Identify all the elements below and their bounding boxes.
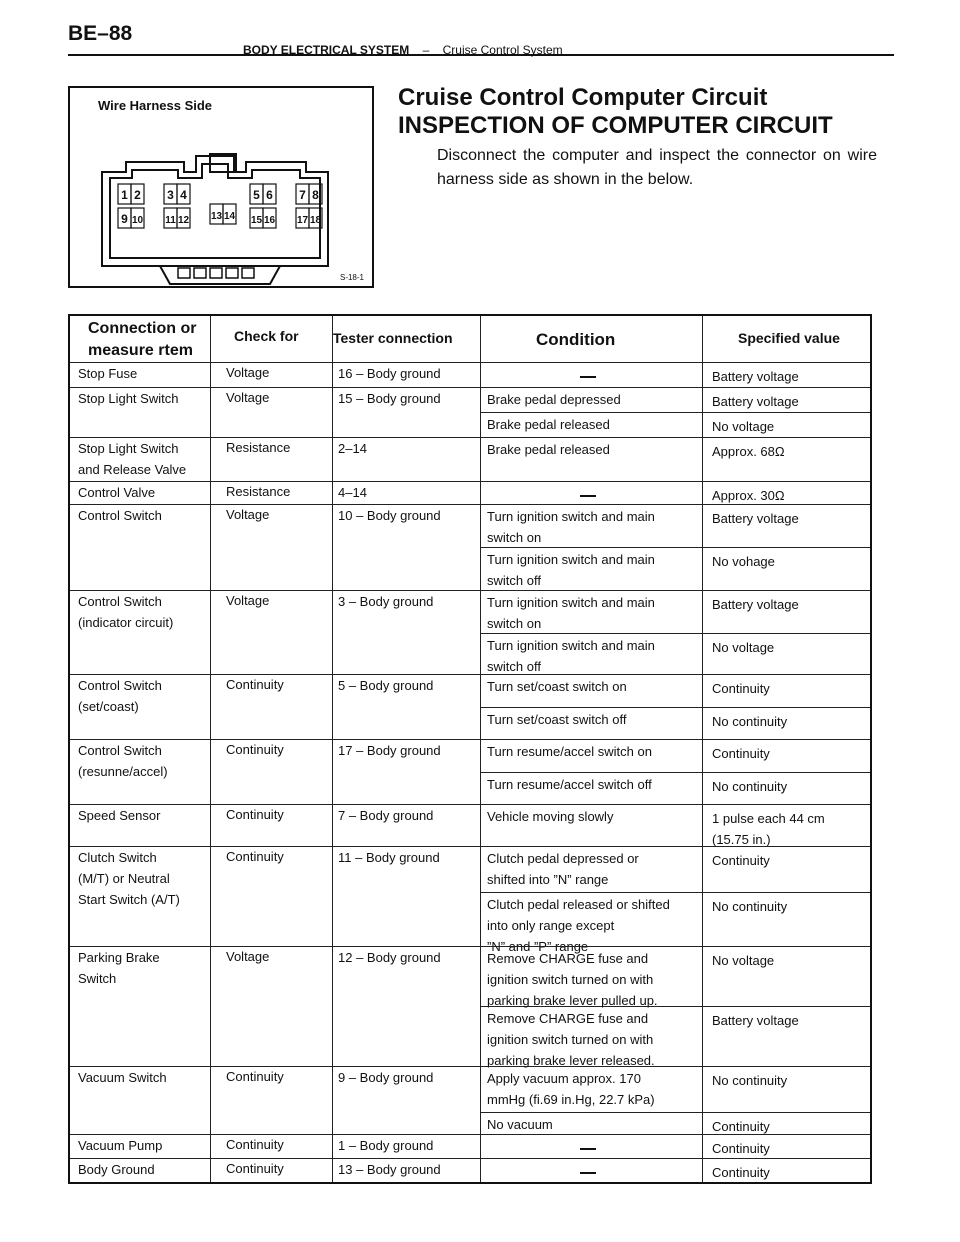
row-item — [78, 505, 162, 526]
running-header — [243, 43, 563, 57]
row-value-line: No voltage — [712, 640, 775, 655]
row-check: Resistance — [226, 440, 291, 455]
row-item-line: Start Switch (A/T) — [78, 892, 180, 907]
row-value — [712, 485, 785, 506]
row-condition-line: parking brake lever released. — [487, 1053, 655, 1068]
row-condition-line: switch on — [487, 530, 542, 545]
table-subrow-divider — [480, 892, 870, 893]
pin-label: 7 — [299, 188, 306, 202]
row-value-line: No voltage — [712, 419, 775, 434]
row-item — [78, 438, 186, 480]
row-value-line: Battery voltage — [712, 369, 799, 384]
row-item-line: and Release Valve — [78, 462, 187, 477]
row-value-line: No continuity — [712, 1073, 788, 1088]
row-value-line: No vohage — [712, 554, 775, 569]
row-value-line: Continuity — [712, 1119, 770, 1134]
row-condition — [487, 676, 627, 697]
table-column-divider — [210, 316, 211, 1182]
row-tester: 5 – Body ground — [338, 678, 434, 693]
pin-label: 8 — [312, 188, 319, 202]
row-item-line: Control Switch — [78, 678, 162, 693]
inspection-table — [68, 314, 872, 1184]
row-tester: 2–14 — [338, 441, 367, 456]
row-value — [712, 416, 774, 437]
header-item — [88, 318, 196, 362]
row-item-line: Control Switch — [78, 508, 162, 523]
table-row-divider — [70, 504, 870, 505]
row-condition-line: shifted into ”N” range — [487, 872, 609, 887]
row-condition-line: Clutch pedal released or shifted — [487, 897, 670, 912]
row-condition-line: Turn set/coast switch off — [487, 712, 627, 727]
row-condition-line: ignition switch turned on with — [487, 1032, 654, 1047]
row-value — [712, 711, 787, 732]
connector-figure — [68, 86, 374, 288]
row-tester: 9 – Body ground — [338, 1070, 434, 1085]
row-value — [712, 391, 799, 412]
row-condition-line: Brake pedal released — [487, 417, 610, 432]
header-separator: – — [422, 43, 430, 57]
row-value-line: No continuity — [712, 779, 788, 794]
pin-label: 16 — [263, 215, 276, 226]
row-condition — [487, 414, 610, 435]
page-number: BE–88 — [68, 22, 133, 45]
row-condition-line: ”N” and ”P” range — [487, 939, 589, 954]
row-item — [78, 847, 180, 910]
row-check: Continuity — [226, 1161, 284, 1176]
row-item — [78, 1135, 162, 1156]
row-condition-line: parking brake lever pulled up. — [487, 993, 658, 1008]
row-value — [712, 776, 787, 797]
pin-label: 1 — [121, 188, 128, 202]
header-item-line2: measure rtem — [88, 342, 193, 359]
row-item — [78, 482, 155, 503]
row-condition-line: switch off — [487, 573, 541, 588]
row-check: Continuity — [226, 849, 284, 864]
table-row-divider — [70, 481, 870, 482]
row-item-line: Stop Fuse — [78, 366, 138, 381]
row-item-line: Parking Brake — [78, 950, 160, 965]
row-tester: 3 – Body ground — [338, 594, 434, 609]
row-check: Voltage — [226, 949, 270, 964]
row-tester: 4–14 — [338, 485, 367, 500]
row-condition — [487, 709, 626, 730]
row-condition — [487, 635, 655, 677]
row-value — [712, 594, 799, 615]
table-column-divider — [480, 316, 481, 1182]
row-condition-line: Apply vacuum approx. 170 — [487, 1071, 641, 1086]
no-condition-dash — [580, 1172, 596, 1174]
row-tester: 15 – Body ground — [338, 391, 441, 406]
row-value-line: Continuity — [712, 853, 770, 868]
row-check: Continuity — [226, 677, 284, 692]
row-condition-line: Remove CHARGE fuse and — [487, 951, 649, 966]
pin-label: 3 — [167, 188, 174, 202]
header-check: Check for — [234, 328, 299, 344]
table-row-divider — [70, 1066, 870, 1067]
header-item-line1: Connection or — [88, 320, 197, 337]
row-value — [712, 366, 799, 387]
row-value — [712, 1138, 770, 1159]
row-tester: 12 – Body ground — [338, 950, 441, 965]
pin-label: 6 — [266, 188, 273, 202]
figure-label: Wire Harness Side — [98, 98, 213, 113]
table-row-divider — [70, 590, 870, 591]
row-condition-line: switch off — [487, 659, 541, 674]
row-item-line: Vacuum Pump — [78, 1138, 163, 1153]
pin-label: 18 — [309, 215, 322, 226]
row-value-line: Battery voltage — [712, 597, 799, 612]
row-condition-line: Brake pedal released — [487, 442, 610, 457]
row-value-line: No voltage — [712, 953, 775, 968]
row-item — [78, 675, 162, 717]
row-value-line: Approx. 30Ω — [712, 488, 785, 503]
no-condition-dash — [580, 495, 596, 497]
row-value-line: Battery voltage — [712, 511, 799, 526]
row-check: Voltage — [226, 365, 270, 380]
row-item — [78, 740, 168, 782]
row-item-line: (resunne/accel) — [78, 764, 168, 779]
pin-label: 15 — [250, 215, 263, 226]
row-value — [712, 1070, 787, 1091]
intro-paragraph: Disconnect the computer and inspect the connector on wire harness side as shown in the below. — [437, 147, 877, 188]
row-value — [712, 808, 825, 850]
row-condition — [487, 741, 652, 762]
row-item — [78, 388, 178, 409]
row-tester: 1 – Body ground — [338, 1138, 434, 1153]
row-value-line: Continuity — [712, 746, 770, 761]
row-condition — [487, 848, 639, 890]
table-subrow-divider — [480, 412, 870, 413]
section-title: BODY ELECTRICAL SYSTEM — [243, 43, 410, 57]
pin-label: 4 — [180, 188, 187, 202]
row-condition — [487, 506, 655, 548]
no-condition-dash — [580, 376, 596, 378]
row-value-line: Battery voltage — [712, 394, 799, 409]
row-item-line: Control Switch — [78, 743, 162, 758]
pin-label: 5 — [253, 188, 260, 202]
row-condition — [487, 389, 621, 410]
row-condition-line: into only range except — [487, 918, 615, 933]
row-item-line: Stop Light Switch — [78, 441, 179, 456]
row-condition-line: No vacuum — [487, 1117, 553, 1132]
row-value-line: Continuity — [712, 1141, 770, 1156]
row-value — [712, 441, 785, 462]
row-tester: 11 – Body ground — [338, 850, 440, 865]
row-check: Voltage — [226, 390, 270, 405]
row-condition-line: ignition switch turned on with — [487, 972, 654, 987]
row-condition — [487, 1008, 655, 1071]
pin-label: 10 — [131, 215, 144, 226]
row-condition — [487, 806, 613, 827]
row-check: Continuity — [226, 1069, 284, 1084]
no-condition-dash — [580, 1148, 596, 1150]
table-row-divider — [70, 1134, 870, 1135]
row-value — [712, 508, 799, 529]
row-condition-line: Remove CHARGE fuse and — [487, 1011, 649, 1026]
row-value-line: Battery voltage — [712, 1013, 799, 1028]
row-item-line: Stop Light Switch — [78, 391, 179, 406]
row-item-line: Clutch Switch — [78, 850, 157, 865]
row-check: Continuity — [226, 1137, 284, 1152]
row-condition — [487, 774, 652, 795]
table-row-divider — [70, 387, 870, 388]
table-subrow-divider — [480, 707, 870, 708]
row-condition-line: switch on — [487, 616, 542, 631]
row-condition-line: Turn resume/accel switch on — [487, 744, 652, 759]
table-row-divider — [70, 739, 870, 740]
row-check: Resistance — [226, 484, 291, 499]
row-condition — [487, 1068, 655, 1110]
row-item — [78, 1159, 155, 1180]
row-tester: 13 – Body ground — [338, 1162, 441, 1177]
row-tester: 7 – Body ground — [338, 808, 434, 823]
row-value — [712, 896, 787, 917]
row-condition-line: Clutch pedal depressed or — [487, 851, 639, 866]
row-condition — [487, 439, 610, 460]
row-value — [712, 551, 775, 572]
row-condition-line: Vehicle moving slowly — [487, 809, 614, 824]
row-item — [78, 591, 173, 633]
table-header-divider — [70, 362, 870, 363]
row-value-line: Continuity — [712, 1165, 770, 1180]
row-item — [78, 363, 137, 384]
row-condition-line: Turn ignition switch and main — [487, 595, 655, 610]
row-condition-line: Turn ignition switch and main — [487, 552, 655, 567]
table-subrow-divider — [480, 1112, 870, 1113]
pin-label: 2 — [134, 188, 141, 202]
table-row-divider — [70, 674, 870, 675]
row-value — [712, 678, 770, 699]
pin-label: 13 — [210, 211, 223, 222]
row-value-line: 1 pulse each 44 cm — [712, 811, 825, 826]
row-tester: 16 – Body ground — [338, 366, 441, 381]
row-item-line: (set/coast) — [78, 699, 139, 714]
row-check: Continuity — [226, 807, 284, 822]
row-item-line: Speed Sensor — [78, 808, 161, 823]
table-subrow-divider — [480, 772, 870, 773]
row-value — [712, 1162, 770, 1183]
subsection-title: Cruise Control System — [442, 43, 563, 57]
row-value — [712, 1010, 799, 1031]
header-condition: Condition — [536, 330, 616, 349]
row-value-line: No continuity — [712, 714, 788, 729]
page-title: Cruise Control Computer Circuit — [398, 84, 768, 111]
row-check: Voltage — [226, 593, 270, 608]
row-value — [712, 850, 770, 871]
row-value-line: Approx. 68Ω — [712, 444, 785, 459]
row-condition — [487, 592, 655, 634]
table-row-divider — [70, 804, 870, 805]
row-item-line: Vacuum Switch — [78, 1070, 167, 1085]
pin-label: 17 — [296, 215, 309, 226]
row-value — [712, 637, 774, 658]
row-value — [712, 950, 774, 971]
row-item-line: Body Ground — [78, 1162, 155, 1177]
row-value-line: Continuity — [712, 681, 770, 696]
row-condition — [487, 948, 658, 1011]
table-row-divider — [70, 1158, 870, 1159]
pin-label: 9 — [121, 212, 128, 226]
row-condition-line: Turn ignition switch and main — [487, 638, 655, 653]
pin-label: 11 — [165, 215, 176, 226]
row-value-line: No continuity — [712, 899, 788, 914]
table-row-divider — [70, 437, 870, 438]
row-check: Voltage — [226, 507, 270, 522]
table-column-divider — [702, 316, 703, 1182]
row-tester: 10 – Body ground — [338, 508, 441, 523]
header-value: Specified value — [738, 330, 840, 346]
section-heading: INSPECTION OF COMPUTER CIRCUIT — [398, 112, 833, 139]
row-item-line: Control Valve — [78, 485, 156, 500]
row-value-line: (15.75 in.) — [712, 832, 771, 847]
figure-code: S-18-1 — [339, 273, 364, 282]
row-condition-line: Brake pedal depressed — [487, 392, 621, 407]
row-item — [78, 947, 160, 989]
connector-diagram — [70, 88, 372, 286]
row-condition-line: mmHg (fi.69 in.Hg, 22.7 kPa) — [487, 1092, 655, 1107]
pin-label: 14 — [223, 211, 236, 222]
table-column-divider — [332, 316, 333, 1182]
row-item-line: Switch — [78, 971, 117, 986]
table-row-divider — [70, 846, 870, 847]
header-tester: Tester connection — [333, 330, 453, 346]
row-condition — [487, 549, 655, 591]
row-check: Continuity — [226, 742, 284, 757]
row-item-line: (M/T) or Neutral — [78, 871, 170, 886]
pin-label: 12 — [177, 215, 190, 226]
row-condition-line: Turn ignition switch and main — [487, 509, 655, 524]
row-item — [78, 1067, 167, 1088]
row-item-line: Control Switch — [78, 594, 162, 609]
row-tester: 17 – Body ground — [338, 743, 441, 758]
row-item — [78, 805, 160, 826]
row-condition-line: Turn resume/accel switch off — [487, 777, 652, 792]
row-condition — [487, 1114, 553, 1135]
row-item-line: (indicator circuit) — [78, 615, 174, 630]
row-value — [712, 743, 770, 764]
table-row-divider — [70, 946, 870, 947]
row-condition-line: Turn set/coast switch on — [487, 679, 627, 694]
